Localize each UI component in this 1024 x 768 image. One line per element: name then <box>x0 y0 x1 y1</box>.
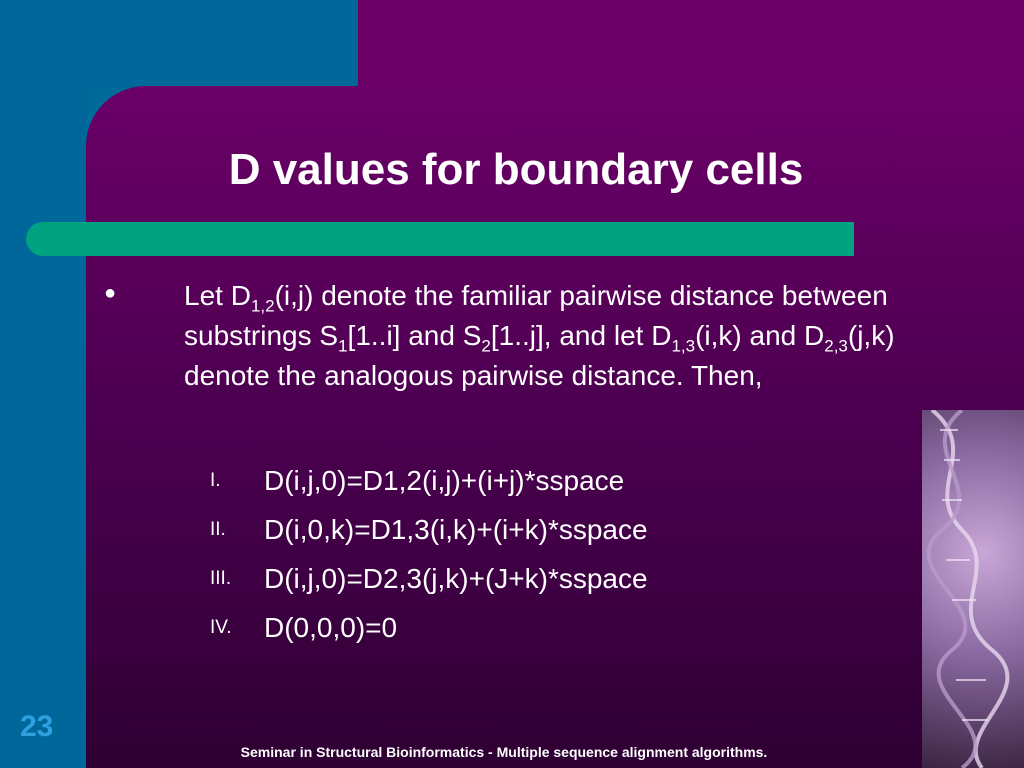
definition-paragraph: Let $D_{1,2}(i,j)$ denote the familiar pairwise distance between substrings $S_1[1..i]$ and $S_2[1..j]$, and let $D_{1,3}(i,k)$ and $D_{2,3}(j,k)$ denote the analogous pairwise distance. Then, <box>184 280 895 391</box>
left-background-band <box>0 0 88 768</box>
footer-text: Seminar in Structural Bioinformatics - Multiple sequence alignment algorithms. <box>240 744 768 760</box>
dna-helix-image <box>922 410 1024 768</box>
list-item <box>210 456 648 505</box>
dna-helix-icon <box>922 410 1024 768</box>
list-item <box>210 554 648 603</box>
equation-text: D(i,j,0)=D2,3(j,k)+(J+k)*sspace <box>264 562 648 594</box>
roman-numeral-marker: IV. <box>210 616 232 638</box>
slide-number: 23 <box>20 710 54 743</box>
equation-text: D(i,j,0)=D1,2(i,j)+(i+j)*sspace <box>264 464 625 496</box>
boundary-equations-list <box>210 456 648 652</box>
bullet-icon: ● <box>104 282 117 304</box>
slide-title: D values for boundary cells <box>228 145 804 194</box>
title-divider-bar <box>26 222 854 256</box>
roman-numeral-marker: II. <box>210 518 226 540</box>
top-right-panel <box>358 0 1024 88</box>
equation-text: D(0,0,0)=0 <box>264 611 398 643</box>
list-item <box>210 505 648 554</box>
roman-numeral-marker: III. <box>210 567 232 589</box>
roman-numeral-marker: I. <box>210 469 221 491</box>
top-left-background-band <box>0 0 358 88</box>
equation-text: D(i,0,k)=D1,3(i,k)+(i+k)*sspace <box>264 513 648 545</box>
list-item <box>210 603 648 652</box>
